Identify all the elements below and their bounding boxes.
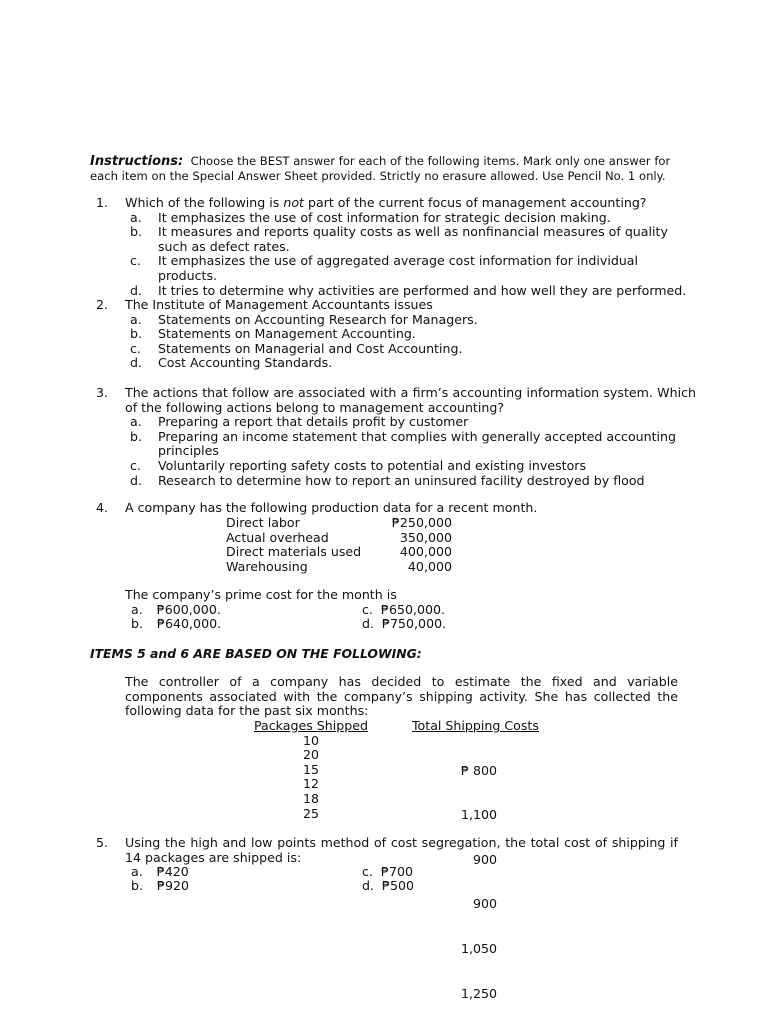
choice[interactable]: [362, 879, 414, 894]
choice[interactable]: [125, 356, 696, 371]
cost-value: 900: [472, 851, 497, 867]
data-label: Warehousing: [226, 558, 308, 574]
choice-letter: a.: [130, 209, 142, 225]
choice-text: Cost Accounting Standards.: [158, 355, 333, 371]
packages-value: 15: [302, 761, 320, 777]
costs-column: [440, 734, 497, 1031]
choice-letter: d.: [362, 616, 374, 631]
choice-letter: c.: [130, 457, 141, 473]
choice[interactable]: [125, 225, 696, 254]
choice-letter: a.: [131, 864, 143, 879]
packages-value: 12: [302, 776, 320, 792]
data-label: Direct materials used: [226, 544, 362, 560]
data-value: 350,000: [399, 529, 452, 545]
choice-letter: d.: [130, 355, 142, 371]
choice[interactable]: [125, 284, 696, 299]
choice-letter: c.: [130, 253, 141, 269]
data-label: Actual overhead: [226, 529, 329, 545]
choice-letter: b.: [130, 428, 142, 444]
choice-text: Statements on Managerial and Cost Accounting.: [158, 340, 463, 356]
choice[interactable]: [125, 459, 696, 474]
instructions: [90, 154, 690, 184]
question-number: 2.: [96, 297, 109, 312]
production-data-labels: [226, 516, 361, 574]
choice-text: It emphasizes the use of aggregated average cost information for individual products.: [158, 253, 639, 283]
packages-column: [250, 719, 372, 821]
choice[interactable]: [362, 617, 446, 632]
choice-text: ₱640,000.: [157, 616, 222, 631]
question-stem: The Institute of Management Accountants issues: [125, 297, 433, 312]
choice-letter: b.: [131, 616, 143, 631]
production-data-values: [372, 516, 452, 574]
question-number: 3.: [96, 385, 109, 400]
cost-value: 1,050: [460, 940, 497, 956]
choice-letter: b.: [130, 326, 142, 342]
choice[interactable]: [125, 474, 696, 489]
scenario-paragraph: The controller of a company has decided to estimate the fixed and variable components associated with the company’s shipping activity. She has collected the following data for the past six months:: [125, 674, 678, 719]
choice-text: ₱700: [380, 864, 413, 879]
choice[interactable]: [125, 254, 696, 283]
instructions-text: Choose the BEST answer for each of the following items. Mark only one answer for each item on the Special Answer Sheet provided. Strictly no erasure allowed. Use Pencil No. 1 only.: [90, 154, 671, 183]
packages-value: 10: [302, 732, 320, 748]
question-number: 5.: [96, 835, 109, 850]
stem-emphasis: not: [283, 195, 304, 210]
choice[interactable]: [125, 327, 696, 342]
choice-text: Research to determine how to report an uninsured facility destroyed by flood: [158, 472, 645, 488]
choice[interactable]: [125, 313, 696, 328]
choice-text: It tries to determine why activities are performed and how well they are performed.: [158, 282, 687, 298]
question-number: 4.: [96, 500, 109, 515]
choice[interactable]: [125, 342, 696, 357]
choice-letter: c.: [362, 864, 373, 879]
choice-letter: a.: [130, 414, 142, 430]
question-stem: Using the high and low points method of cost segregation, the total cost of shipping if 14 packages are shipped is:: [125, 835, 678, 865]
data-value: 400,000: [399, 544, 452, 560]
question-stem: A company has the following production data for a recent month.: [125, 500, 538, 515]
question-1: [96, 196, 696, 298]
instructions-colon: :: [178, 154, 184, 169]
cost-value: 900: [472, 896, 497, 912]
question-stem: [125, 196, 696, 211]
choice-letter: c.: [362, 602, 373, 617]
cost-value: ₱ 800: [460, 762, 497, 778]
choice-letter: a.: [131, 602, 143, 617]
costs-column-header-wrap: [412, 719, 539, 734]
choice-text: ₱650,000.: [380, 602, 446, 617]
choice-text: ₱920: [157, 878, 190, 893]
data-value: 40,000: [407, 558, 452, 574]
choice[interactable]: [125, 211, 696, 226]
question-number: 1.: [96, 195, 109, 210]
cost-value: 1,100: [460, 807, 497, 823]
column-header: Packages Shipped: [254, 718, 368, 733]
choice-text: ₱750,000.: [382, 616, 447, 631]
packages-value: 20: [302, 747, 320, 763]
choice-text: Preparing a report that details profit by customer: [158, 414, 469, 430]
question-stem: The actions that follow are associated with a firm’s accounting information system. Which of the following actions belong to management accounting?: [125, 385, 696, 415]
data-value: ₱250,000: [391, 515, 452, 530]
question-3: [96, 386, 696, 488]
choice-text: ₱420: [156, 864, 189, 879]
choice-letter: b.: [131, 878, 143, 893]
choice-text: Voluntarily reporting safety costs to potential and existing investors: [158, 457, 587, 473]
choice-text: Statements on Management Accounting.: [158, 326, 416, 342]
choice-letter: d.: [130, 472, 142, 488]
choice-text: It emphasizes the use of cost information for strategic decision making.: [158, 209, 611, 225]
cost-value: 1,250: [460, 985, 497, 1001]
choice-text: ₱500: [382, 878, 415, 893]
section-header: ITEMS 5 and 6 ARE BASED ON THE FOLLOWING:: [90, 646, 422, 661]
packages-value: 25: [302, 805, 320, 821]
choice-text: Statements on Accounting Research for Managers.: [158, 311, 478, 327]
choice-letter: c.: [130, 340, 141, 356]
instructions-label: Instructions: [90, 154, 179, 169]
column-header: Total Shipping Costs: [412, 718, 539, 733]
choice-letter: d.: [130, 282, 142, 298]
stem-part: Which of the following is: [125, 195, 284, 210]
packages-value: 18: [302, 790, 320, 806]
stem-part: part of the current focus of management accounting?: [303, 195, 647, 210]
choice-letter: a.: [130, 311, 142, 327]
choice[interactable]: [131, 617, 221, 632]
question-4-prompt: The company’s prime cost for the month is: [125, 587, 397, 602]
question-4: [96, 501, 696, 516]
choice-letter: d.: [362, 878, 374, 893]
question-2: [96, 298, 696, 371]
question-5: [96, 836, 678, 865]
choice-text: ₱600,000.: [156, 602, 221, 617]
choice-text: Preparing an income statement that complies with generally accepted accounting principles: [158, 428, 677, 459]
choice[interactable]: [125, 430, 696, 459]
choice-text: It measures and reports quality costs as well as nonfinancial measures of quality such as defect rates.: [158, 224, 668, 254]
data-label: Direct labor: [226, 515, 300, 530]
choice[interactable]: [131, 879, 189, 894]
choice-letter: b.: [130, 224, 142, 240]
choice[interactable]: [125, 415, 696, 430]
